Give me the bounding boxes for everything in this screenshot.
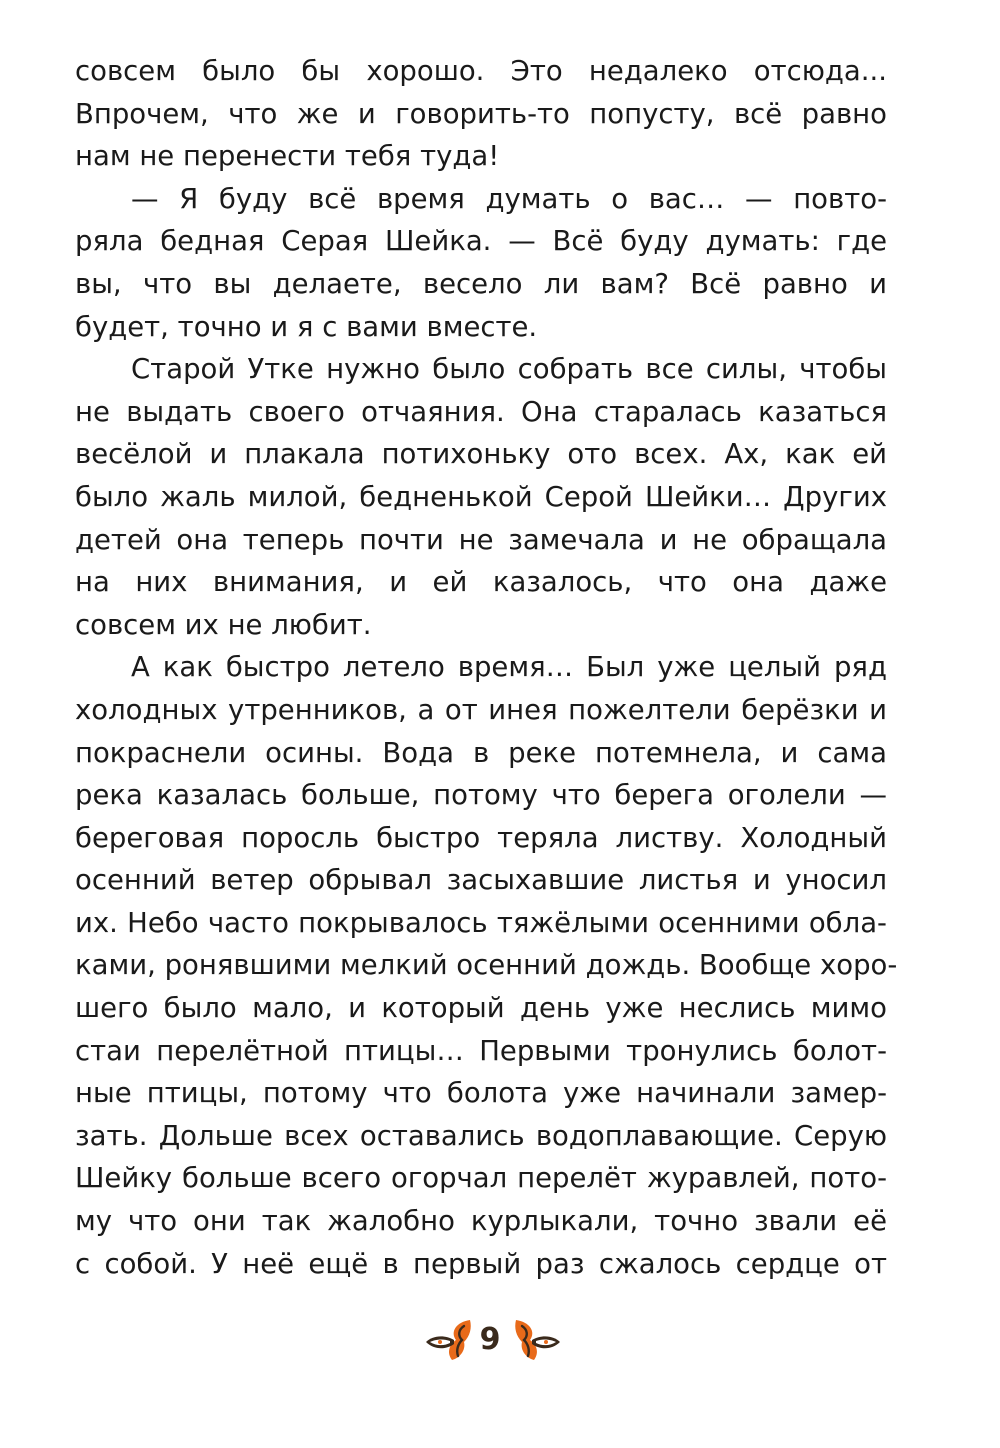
- text-line: стаи перелётной птицы… Первыми тронулись болот-: [75, 1034, 887, 1067]
- text-line: ряла бедная Серая Шейка. — Всё буду думать: где: [75, 225, 887, 258]
- text-line: береговая поросль быстро теряла листву. Холодный: [75, 821, 887, 854]
- text-line: ные птицы, потому что болота уже начинали замер-: [75, 1077, 887, 1110]
- text-line: не выдать своего отчаяния. Она старалась казаться: [75, 395, 887, 428]
- text-line: на них внимания, и ей казалось, что она даже: [75, 566, 887, 599]
- text-line: вы, что вы делаете, весело ли вам? Всё равно и: [75, 267, 887, 300]
- text-line: ками, ронявшими мелкий осенний дождь. Вообще хоро-: [75, 949, 898, 982]
- page-number: 9: [479, 1322, 501, 1357]
- story-text: [75, 50, 898, 1285]
- text-line: холодных утренников, а от инея пожелтели берёзки и: [75, 693, 887, 726]
- text-line: было жаль милой, бедненькой Серой Шейки… Других: [75, 480, 887, 513]
- text-line: совсем их не любит.: [75, 608, 372, 641]
- text-line: Старой Утке нужно было собрать все силы, чтобы: [131, 353, 887, 386]
- text-line: с собой. У неё ещё в первый раз сжалось сердце от: [75, 1247, 887, 1280]
- text-line: шего было мало, и который день уже неслись мимо: [75, 992, 887, 1025]
- text-line: покраснели осины. Вода в реке потемнела, и сама: [75, 736, 887, 769]
- text-line: зать. Дольше всех оставались водоплавающие. Серую: [75, 1119, 887, 1152]
- text-line: Шейку больше всего огорчал перелёт журавлей, пото-: [75, 1162, 887, 1195]
- text-line: их. Небо часто покрывалось тяжёлыми осенними обла-: [75, 906, 887, 939]
- text-line: совсем было бы хорошо. Это недалеко отсюда...: [75, 55, 887, 87]
- text-line: А как быстро летело время… Был уже целый ряд: [131, 651, 887, 684]
- text-line: нам не перенести тебя туда!: [75, 140, 500, 173]
- ornament-flourish-right-icon: [508, 1314, 566, 1366]
- text-line: му что они так жалобно курлыкали, точно звали её: [75, 1205, 887, 1238]
- text-line: река казалась больше, потому что берега оголели —: [75, 779, 887, 812]
- page-footer: [0, 1312, 1000, 1372]
- text-line: — Я буду всё время думать о вас… — повто-: [131, 182, 887, 215]
- text-line: детей она теперь почти не замечала и не обращала: [75, 523, 887, 556]
- text-line: весёлой и плакала потихоньку ото всех. Ах, как ей: [75, 438, 887, 471]
- text-line: будет, точно и я с вами вместе.: [75, 310, 538, 343]
- text-line: Впрочем, что же и говорить-то попусту, всё равно: [75, 97, 887, 130]
- text-line: осенний ветер обрывал засыхавшие листья и уносил: [75, 864, 887, 897]
